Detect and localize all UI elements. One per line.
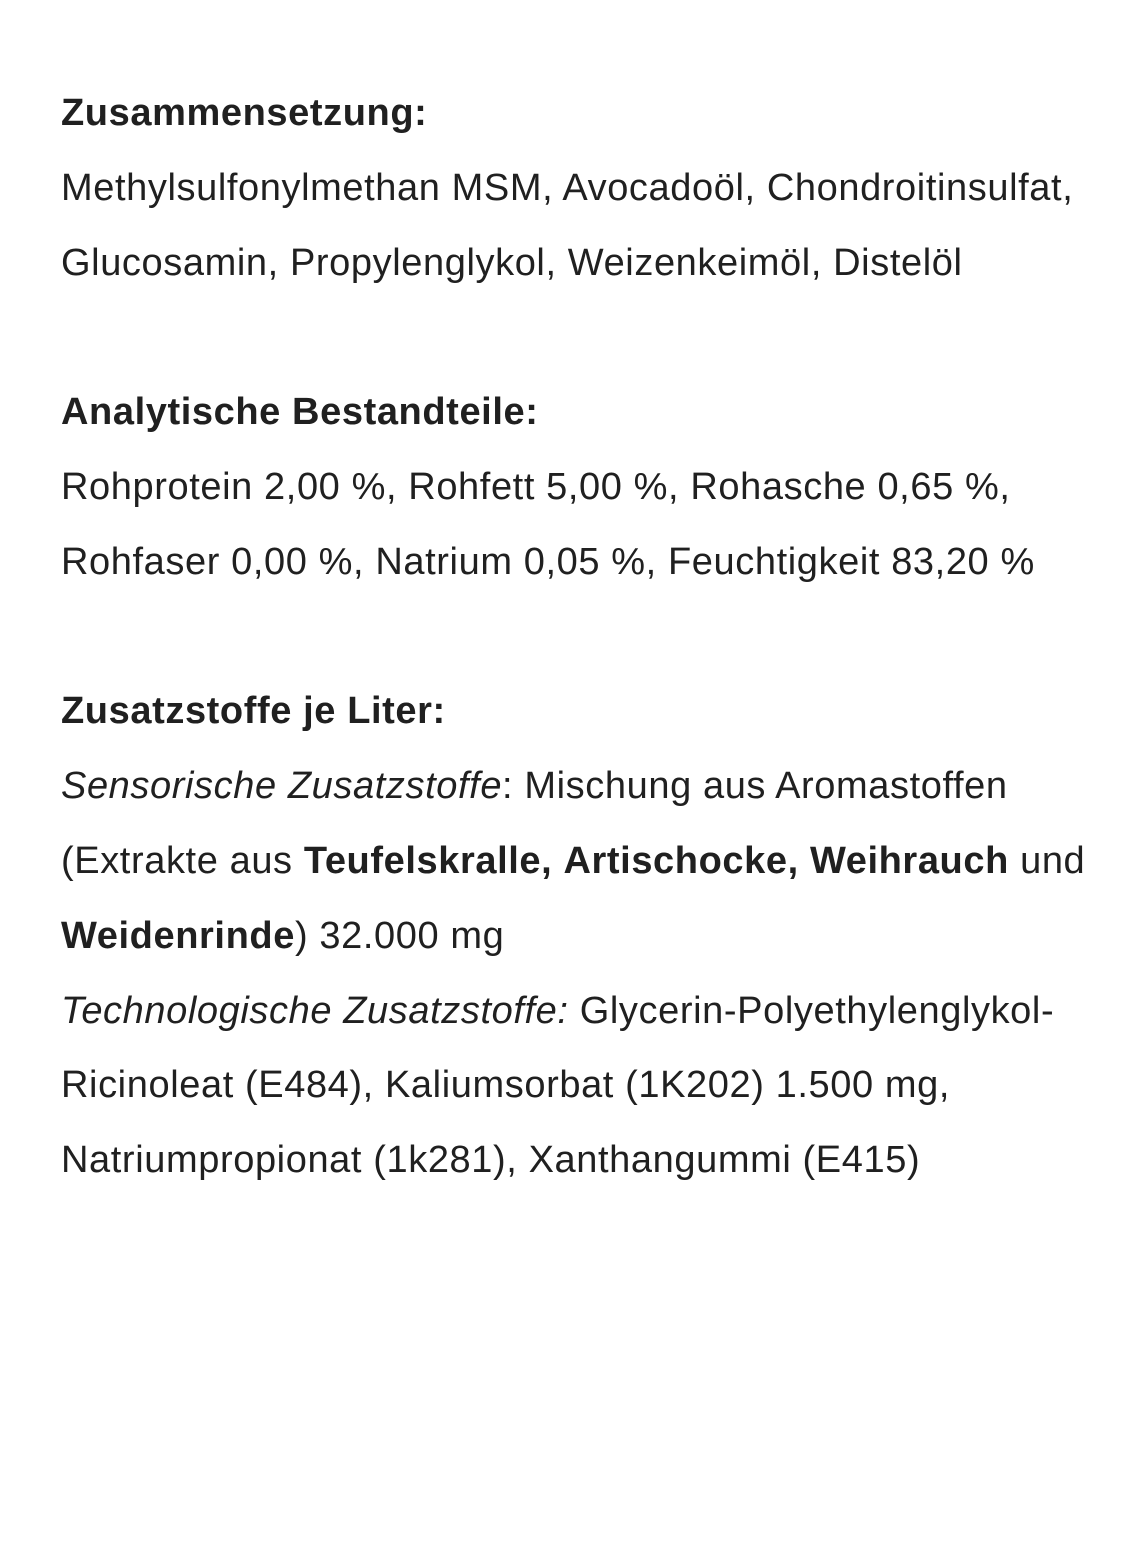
conjunction-und: und: [1008, 839, 1086, 882]
analytical-text: Rohprotein 2,00 %, Rohfett 5,00 %, Rohasche 0,65 %, Rohfaser 0,00 %, Natrium 0,05 %, Feuchtigkeit 83,20 %: [61, 465, 1035, 583]
sensory-additives-label: Sensorische Zusatzstoffe: [61, 765, 503, 808]
composition-heading: Zusammensetzung:: [61, 92, 428, 134]
sensory-amount: ) 32.000 mg: [294, 914, 505, 957]
composition-section: [61, 76, 1121, 300]
technological-additives-text: Glycerin-Polyethylenglykol-Ricinoleat (E484), Kaliumsorbat (1K202) 1.500 mg, Natriumpropionat (1k281), Xanthangummi (E415): [61, 989, 1055, 1182]
additives-section: [61, 674, 1121, 1198]
sensory-intro-text: Mischung aus Aromastoffen (Extrakte aus: [61, 765, 1008, 882]
composition-text: Methylsulfonylmethan MSM, Avocadoöl, Chondroitinsulfat, Glucosamin, Propylenglykol, Weizenkeimöl, Distelöl: [61, 166, 1074, 284]
analytical-section: [61, 375, 1121, 599]
separator-space: [552, 840, 563, 882]
technological-additives-label: Technologische Zusatzstoffe:: [61, 989, 569, 1032]
analytical-heading: Analytische Bestandteile:: [61, 391, 539, 434]
ingredient-teufelskralle: Teufelskralle,: [303, 839, 553, 882]
sensory-additives-paragraph: [61, 749, 1121, 973]
ingredient-weidenrinde: Weidenrinde: [61, 914, 295, 957]
ingredient-weihrauch: Weihrauch: [809, 839, 1009, 882]
separator-space: [799, 840, 810, 882]
technological-additives-paragraph: [61, 974, 1121, 1198]
sensory-colon: :: [502, 765, 514, 808]
feed-composition-document: [61, 76, 1121, 1273]
additives-heading: Zusatzstoffe je Liter:: [61, 690, 446, 733]
ingredient-artischocke: Artischocke,: [563, 839, 799, 882]
